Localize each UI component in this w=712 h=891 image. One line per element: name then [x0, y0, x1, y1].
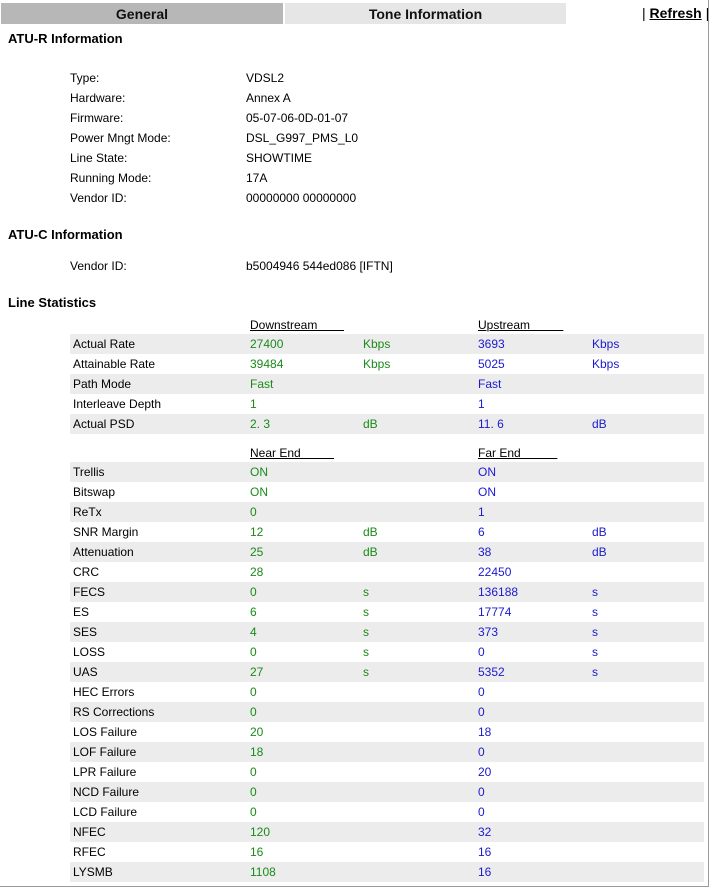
refresh-link[interactable]: Refresh [649, 5, 702, 21]
near-value: 0 [250, 705, 257, 719]
near-value: 0 [250, 805, 257, 819]
tab-tone-information[interactable]: Tone Information [285, 3, 566, 24]
far-value: 1 [478, 505, 485, 519]
row-label: Attainable Rate [73, 357, 156, 371]
far-value: 373 [478, 625, 499, 639]
table-row [70, 374, 704, 394]
table-row [70, 582, 704, 602]
near-value: 2. 3 [250, 417, 271, 431]
far-unit: Kbps [592, 357, 620, 371]
info-value: Annex A [246, 91, 291, 105]
near-unit: s [363, 585, 369, 599]
far-value: 5025 [478, 357, 505, 371]
near-value: ON [250, 485, 268, 499]
near-value: 39484 [250, 357, 284, 371]
info-label: Vendor ID: [70, 259, 127, 273]
table-row [70, 482, 704, 502]
info-value: VDSL2 [246, 71, 285, 85]
near-value: 27400 [250, 337, 284, 351]
near-value: 16 [250, 845, 264, 859]
row-label: Interleave Depth [73, 397, 162, 411]
info-label: Vendor ID: [70, 191, 127, 205]
row-label: LYSMB [73, 865, 113, 879]
table-row [70, 802, 704, 822]
far-value: 16 [478, 845, 492, 859]
near-value: 1108 [250, 865, 276, 879]
table-row [70, 862, 704, 882]
downstream-header: Downstream [250, 318, 345, 332]
row-label: LOS Failure [73, 725, 138, 739]
near-value: 0 [250, 585, 257, 599]
far-value: 0 [478, 745, 485, 759]
table-row [70, 522, 704, 542]
row-label: LOF Failure [73, 745, 137, 759]
far-value: 20 [478, 765, 492, 779]
table-row [70, 722, 704, 742]
row-label: NCD Failure [73, 785, 140, 799]
near-value: 1 [250, 397, 257, 411]
row-label: Attenuation [73, 545, 134, 559]
near-unit: s [363, 625, 369, 639]
table-row [70, 462, 704, 482]
table-row [70, 742, 704, 762]
atuc-section-title: ATU-C Information [8, 227, 123, 242]
info-label: Firmware: [70, 111, 124, 125]
table-row [70, 842, 704, 862]
near-unit: Kbps [363, 337, 391, 351]
row-label: SES [73, 625, 98, 639]
row-label: Bitswap [73, 485, 116, 499]
row-label: HEC Errors [73, 685, 135, 699]
refresh-separator-left: | [642, 5, 646, 21]
far-unit: s [592, 585, 598, 599]
far-value: 11. 6 [478, 417, 504, 431]
far-value: 32 [478, 825, 492, 839]
table-row [70, 542, 704, 562]
far-value: ON [478, 485, 496, 499]
tab-general[interactable]: General [1, 3, 283, 24]
far-value: 0 [478, 685, 485, 699]
far-unit: dB [592, 525, 607, 539]
far-unit: Kbps [592, 337, 620, 351]
near-value: 25 [250, 545, 264, 559]
far-value: 0 [478, 705, 485, 719]
info-label: Line State: [70, 151, 128, 165]
table-row [70, 334, 704, 354]
row-label: LOSS [73, 645, 106, 659]
far-value: 38 [478, 545, 492, 559]
row-label: Actual Rate [73, 337, 136, 351]
near-end-header: Near End [250, 446, 335, 460]
far-value: 3693 [478, 337, 505, 351]
info-value: SHOWTIME [246, 151, 312, 165]
table-row [70, 602, 704, 622]
row-label: FECS [73, 585, 106, 599]
near-value: 120 [250, 825, 271, 839]
far-value: 1 [478, 397, 485, 411]
near-unit: s [363, 645, 369, 659]
line-stats-section-title: Line Statistics [8, 295, 97, 310]
table-row [70, 682, 704, 702]
refresh-separator-right: | [705, 5, 710, 21]
row-label: NFEC [73, 825, 106, 839]
info-label: Type: [70, 71, 100, 85]
far-value: 22450 [478, 565, 512, 579]
far-unit: s [592, 645, 598, 659]
table-row [70, 822, 704, 842]
near-value: Fast [250, 377, 274, 391]
near-value: 0 [250, 785, 257, 799]
row-label: Actual PSD [73, 417, 135, 431]
far-value: 6 [478, 525, 485, 539]
refresh-area [642, 5, 709, 21]
table-row [70, 354, 704, 374]
near-value: 18 [250, 745, 264, 759]
near-value: 4 [250, 625, 257, 639]
info-value: 17A [246, 171, 268, 185]
table-row [70, 394, 704, 414]
far-value: 0 [478, 805, 485, 819]
near-value: ON [250, 465, 268, 479]
near-value: 20 [250, 725, 264, 739]
info-value: DSL_G997_PMS_L0 [246, 131, 359, 145]
atur-section-title: ATU-R Information [8, 31, 123, 46]
info-value: 00000000 00000000 [246, 191, 357, 205]
near-value: 0 [250, 645, 257, 659]
near-unit: s [363, 605, 369, 619]
info-value: b5004946 544ed086 [IFTN] [246, 259, 393, 273]
table-row [70, 622, 704, 642]
table-row [70, 662, 704, 682]
table-row [70, 762, 704, 782]
near-value: 0 [250, 685, 257, 699]
row-label: RFEC [73, 845, 106, 859]
table-row [70, 642, 704, 662]
far-value: 18 [478, 725, 492, 739]
row-label: Path Mode [73, 377, 132, 391]
near-value: 0 [250, 765, 257, 779]
far-value: 136188 [478, 585, 519, 599]
table-row [70, 782, 704, 802]
row-label: SNR Margin [73, 525, 139, 539]
near-unit: dB [363, 525, 378, 539]
far-unit: s [592, 665, 598, 679]
info-label: Running Mode: [70, 171, 152, 185]
near-value: 6 [250, 605, 257, 619]
far-value: 16 [478, 865, 492, 879]
table-row [70, 414, 704, 434]
far-value: 0 [478, 645, 485, 659]
near-unit: dB [363, 545, 378, 559]
row-label: UAS [73, 665, 98, 679]
far-unit: s [592, 625, 598, 639]
far-unit: dB [592, 545, 607, 559]
info-value: 05-07-06-0D-01-07 [246, 111, 349, 125]
row-label: RS Corrections [73, 705, 155, 719]
row-label: ES [73, 605, 90, 619]
row-label: LCD Failure [73, 805, 138, 819]
upstream-header: Upstream [478, 318, 564, 332]
far-value: 0 [478, 785, 485, 799]
far-unit: dB [592, 417, 607, 431]
near-value: 12 [250, 525, 264, 539]
near-value: 28 [250, 565, 264, 579]
near-value: 27 [250, 665, 264, 679]
row-label: Trellis [73, 465, 105, 479]
far-value: 5352 [478, 665, 505, 679]
far-value: Fast [478, 377, 502, 391]
row-label: CRC [73, 565, 99, 579]
tab-bar [0, 0, 712, 24]
far-value: 17774 [478, 605, 512, 619]
info-label: Power Mngt Mode: [70, 131, 171, 145]
info-label: Hardware: [70, 91, 126, 105]
far-unit: s [592, 605, 598, 619]
table-row [70, 502, 704, 522]
row-label: LPR Failure [73, 765, 137, 779]
near-unit: dB [363, 417, 378, 431]
row-label: ReTx [73, 505, 102, 519]
near-unit: s [363, 665, 369, 679]
near-unit: Kbps [363, 357, 391, 371]
near-value: 0 [250, 505, 257, 519]
far-value: ON [478, 465, 496, 479]
table-row [70, 702, 704, 722]
table-row [70, 562, 704, 582]
far-end-header: Far End [478, 446, 558, 460]
